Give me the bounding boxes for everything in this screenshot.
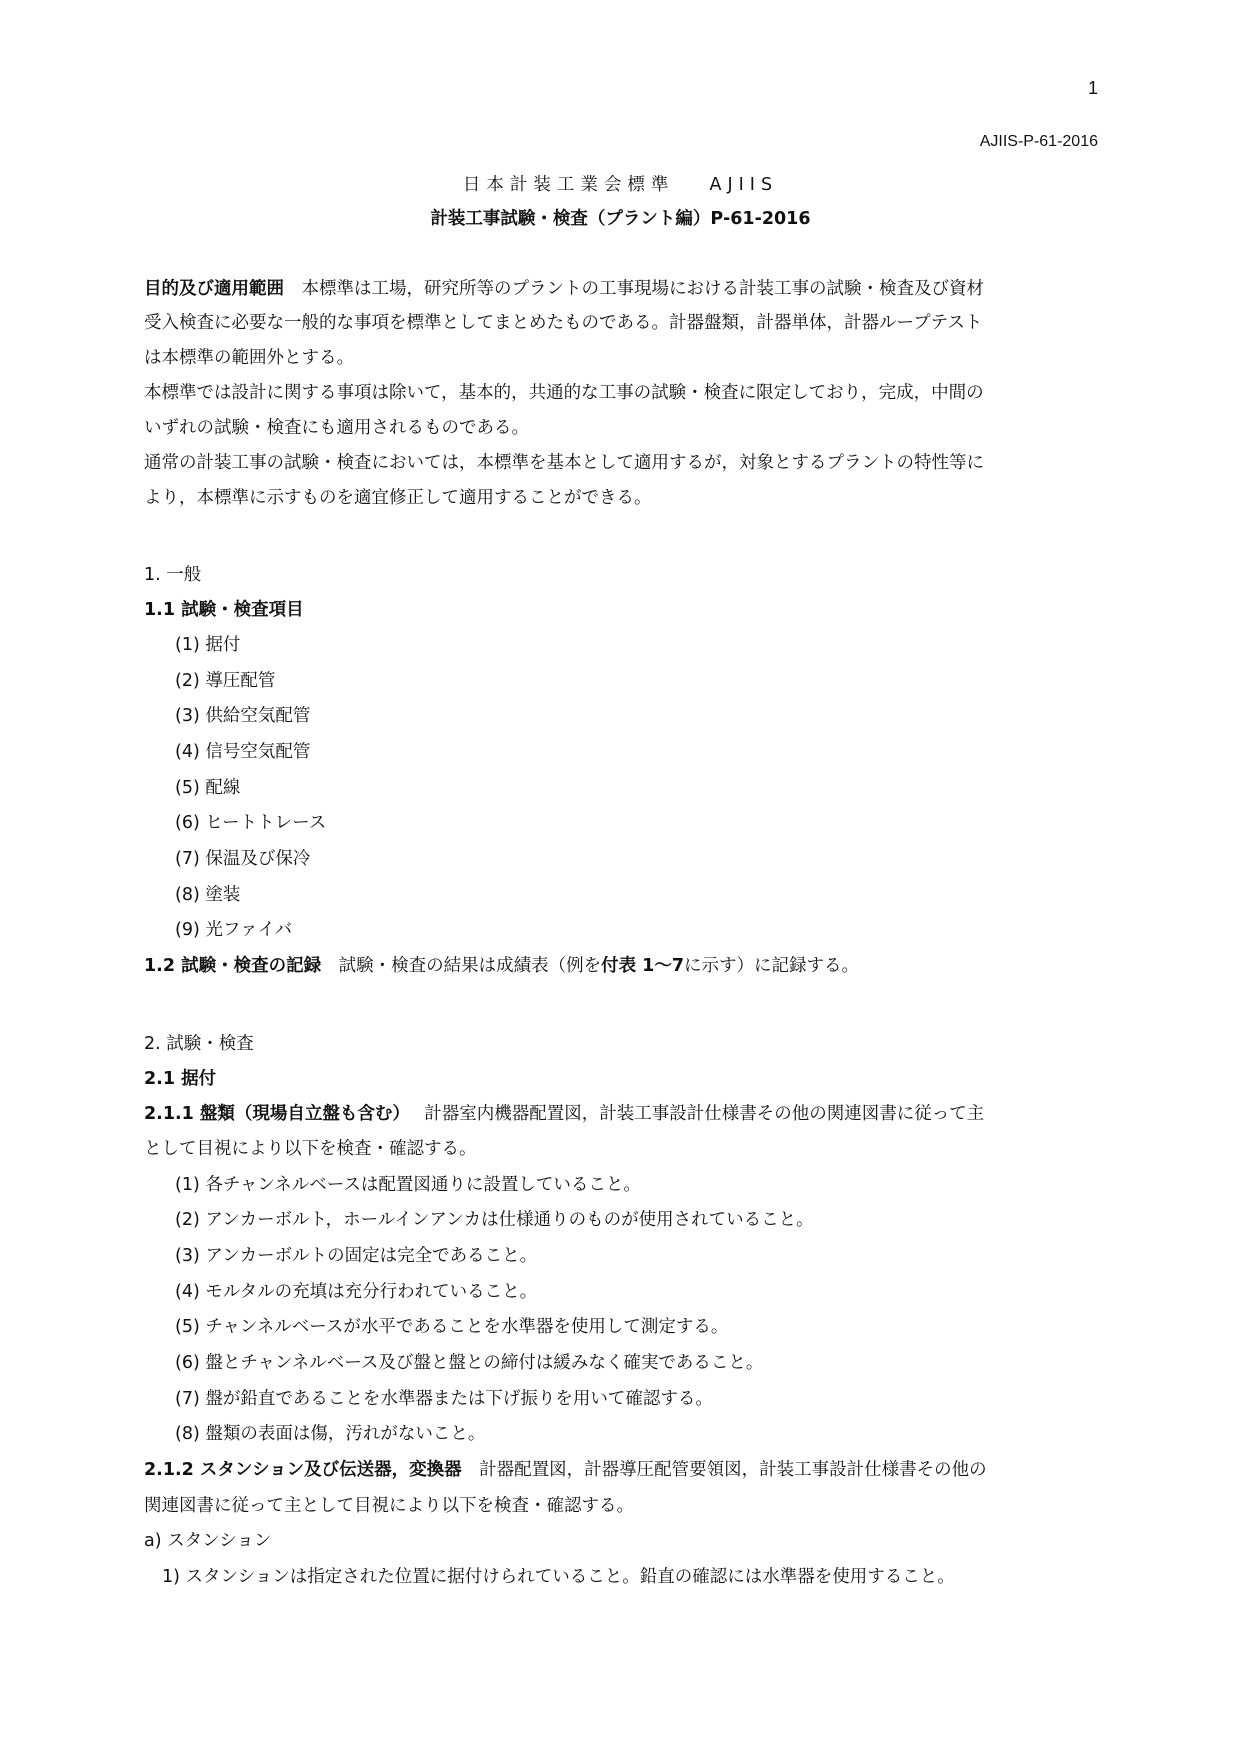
section-1-1-heading: 1.1 試験・検査項目 [144, 600, 304, 620]
page-number: 1 [1087, 78, 1098, 98]
scope-line-6: 通常の計装工事の試験・検査においては，本標準を基本として適用するが，対象とするプラントの特性等に [144, 453, 984, 473]
list-item: (5) 配線 [175, 778, 241, 798]
list-item: (1) 各チャンネルベースは配置図通りに設置していること。 [175, 1175, 641, 1195]
list-item: (9) 光ファイバ [175, 920, 293, 940]
scope-line-5: いずれの試験・検査にも適用されるものである。 [144, 418, 529, 438]
list-item: (7) 保温及び保冷 [175, 849, 311, 869]
list-item: 1) スタンションは指定された位置に据付けられていること。鉛直の確認には水準器を使用すること。 [162, 1567, 955, 1587]
list-item: (1) 据付 [175, 635, 241, 655]
section-2-1-2-line-1: 2.1.2 スタンション及び伝送器，変換器 計器配置図，計器導圧配管要領図，計装工事設計仕様書その他の [144, 1460, 987, 1480]
list-item: (2) 導圧配管 [175, 671, 276, 691]
subsection-a: a) スタンション [144, 1531, 272, 1551]
list-item: (6) ヒートトレース [175, 813, 327, 833]
list-item: (6) 盤とチャンネルベース及び盤と盤との締付は緩みなく確実であること。 [175, 1353, 764, 1373]
list-item: (3) アンカーボルトの固定は完全であること。 [175, 1246, 538, 1266]
list-item: (7) 盤が鉛直であることを水準器または下げ振りを用いて確認する。 [175, 1389, 713, 1409]
appendix-reference: 付表 1～7 [601, 956, 685, 976]
list-item: (4) 信号空気配管 [175, 742, 311, 762]
list-item: (2) アンカーボルト，ホールインアンカは仕様通りのものが使用されていること。 [175, 1210, 814, 1230]
scope-line-4: 本標準では設計に関する事項は除いて，基本的，共通的な工事の試験・検査に限定しており，完成，中間の [144, 383, 984, 403]
scope-line-2: 受入検査に必要な一般的な事項を標準としてまとめたものである。計器盤類，計器単体，計器ループテスト [144, 313, 983, 333]
document-id: AJIIS-P-61-2016 [979, 133, 1098, 150]
scope-heading: 目的及び適用範囲 [144, 279, 284, 299]
section-2-1-1-line-1: 2.1.1 盤類（現場自立盤も含む） 計器室内機器配置図，計装工事設計仕様書その他の関連図書に従って主 [144, 1104, 985, 1124]
scope-line-7: より，本標準に示すものを適宜修正して適用することができる。 [144, 488, 652, 508]
document-title: 計装工事試験・検査（プラント編）P-61-2016 [430, 209, 811, 229]
scope-line-1: 目的及び適用範囲 本標準は工場，研究所等のプラントの工事現場における計装工事の試験・検査及び資材 [144, 279, 984, 299]
standard-line: 日本計装工業会標準 AJIIS [462, 175, 779, 195]
list-item: (8) 盤類の表面は傷，汚れがないこと。 [175, 1424, 486, 1444]
list-item: (8) 塗装 [175, 885, 241, 905]
section-2-1-heading: 2.1 据付 [144, 1069, 217, 1089]
scope-line-3: は本標準の範囲外とする。 [144, 348, 354, 368]
section-1-2-heading: 1.2 試験・検査の記録 [144, 956, 322, 976]
section-2-1-2-heading: 2.1.2 スタンション及び伝送器，変換器 [144, 1460, 462, 1480]
section-2-1-1-line-2: として目視により以下を検査・確認する。 [144, 1139, 477, 1159]
section-2-1-2-line-2: 関連図書に従って主として目視により以下を検査・確認する。 [144, 1496, 634, 1516]
section-2-1-1-heading: 2.1.1 盤類（現場自立盤も含む） [144, 1104, 402, 1124]
section-1-2-line: 1.2 試験・検査の記録 試験・検査の結果は成績表（例を付表 1～7に示す）に記録する。 [144, 956, 860, 976]
list-item: (4) モルタルの充填は充分行われていること。 [175, 1282, 538, 1302]
list-item: (5) チャンネルベースが水平であることを水準器を使用して測定する。 [175, 1317, 729, 1337]
section-1-heading: 1. 一般 [144, 565, 202, 585]
section-2-heading: 2. 試験・検査 [144, 1034, 254, 1054]
list-item: (3) 供給空気配管 [175, 706, 311, 726]
